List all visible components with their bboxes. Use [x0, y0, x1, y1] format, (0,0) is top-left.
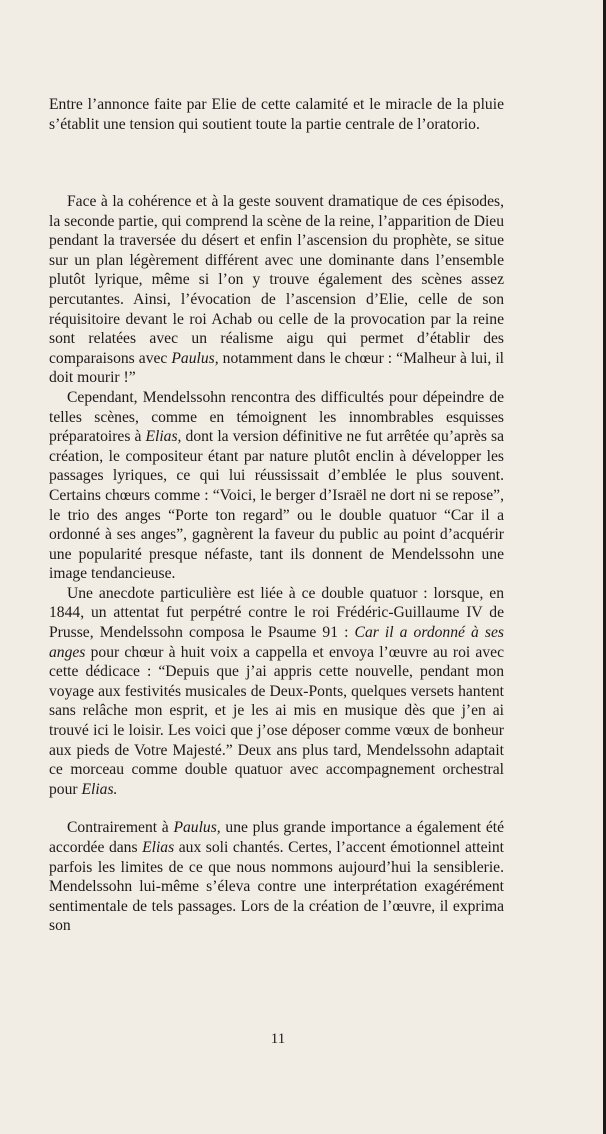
paragraph-2-end: notamment dans le chœur : “Malheur à lui, il doit mourir !”	[49, 349, 505, 387]
paragraph-3-end: dont la version définitive ne fut arrêtée qu’après sa création, le compositeur étant par nature plutôt enclin à développer les passages lyriques, ce qui lui réussissait d’emblée le plus souvent. Certains chœurs comme : “Voici, le berger d’Israël ne dort ni se repose”, le trio des anges “Porte ton regard” ou le double quatuor “Car il a ordonné à ses anges”, gagnèrent la faveur du public au point d’acquérir une popularité presque néfaste, tant ils donnent de Mendelssohn une image tendancieuse.	[49, 428, 504, 583]
paragraph-2	[49, 192, 504, 388]
paragraph-5-start: Contrairement à	[67, 819, 174, 837]
paragraph-2-italic: Paulus,	[171, 349, 219, 367]
paragraph-4-italic-2: Elias.	[81, 780, 118, 798]
intro-paragraph-block	[49, 95, 504, 134]
paragraph-2-text: Face à la cohérence et à la geste souvent dramatique de ces épisodes, la seconde partie, qui comprend la scène de la reine, l’apparition de Dieu pendant la traversée du désert et enfin l’ascension du prophète, se situe sur un plan légèrement différent avec une dominante dans l’ensemble plutôt lyrique, même si l’on y trouve également des scènes assez percutantes. Ainsi, l’évocation de l’ascension d’Elie, celle de son réquisitoire devant le roi Achab ou celle de la provocation par la reine sont relatées avec un réalisme aigu qui permet d’établir des comparaisons avec	[49, 193, 504, 367]
paragraph-4-end: pour chœur à huit voix a cappella et envoya l’œuvre au roi avec cette dédicace : “Depuis que j’ai appris cette nouvelle, pendant mon voyage aux festivités musicales de Deux-Ponts, quelques versets hantent sans relâche mon esprit, et je les ai mis en musique dès que j’en ai trouvé ici le loisir. Les voici que j’ose déposer comme vœux de bonheur aux pieds de Votre Majesté.” Deux ans plus tard, Mendelssohn adaptait ce morceau comme double quatuor avec accompagnement orchestral pour	[49, 643, 504, 798]
paragraph-3	[49, 388, 504, 584]
paragraph-3-italic: Elias,	[145, 428, 182, 446]
paragraph-5-italic-2: Elias	[142, 839, 175, 856]
paragraph-5-mid: une plus grande importance a également été accordée dans	[49, 819, 504, 856]
paragraph-5-end: aux soli chantés. Certes, l’accent émotionnel atteint parfois les limites de ce que nous nommons aujourd’hui la sensiblerie. Mendelssohn lui-même s’éleva contre une interprétation exagérément sentimentale de tels passages. Lors de la création de l’œuvre, il exprima son	[49, 839, 504, 935]
main-text-block	[49, 192, 504, 936]
paragraph-4-start: Une anecdote particulière est liée à ce double quatuor : lorsque, en 1844, un attentat fut perpétré contre le roi Frédéric-Guillaume IV de Prusse, Mendelssohn composa le Psaume 91 :	[49, 584, 504, 642]
paragraph-4-italic: Car il a ordonné à ses anges	[49, 624, 504, 661]
page-number: 11	[270, 1031, 286, 1047]
paragraph-5	[49, 818, 504, 936]
paragraph-5-italic: Paulus,	[173, 819, 221, 837]
paragraph-4	[49, 584, 504, 800]
paragraph-1: Entre l’annonce faite par Elie de cette calamité et le miracle de la pluie s’établit une tension qui soutient toute la partie centrale de l’oratorio.	[49, 96, 504, 133]
paragraph-3-start: Cependant, Mendelssohn rencontra des difficultés pour dépeindre de telles scènes, comme en témoignent les innombrables esquisses préparatoires à	[49, 388, 504, 446]
